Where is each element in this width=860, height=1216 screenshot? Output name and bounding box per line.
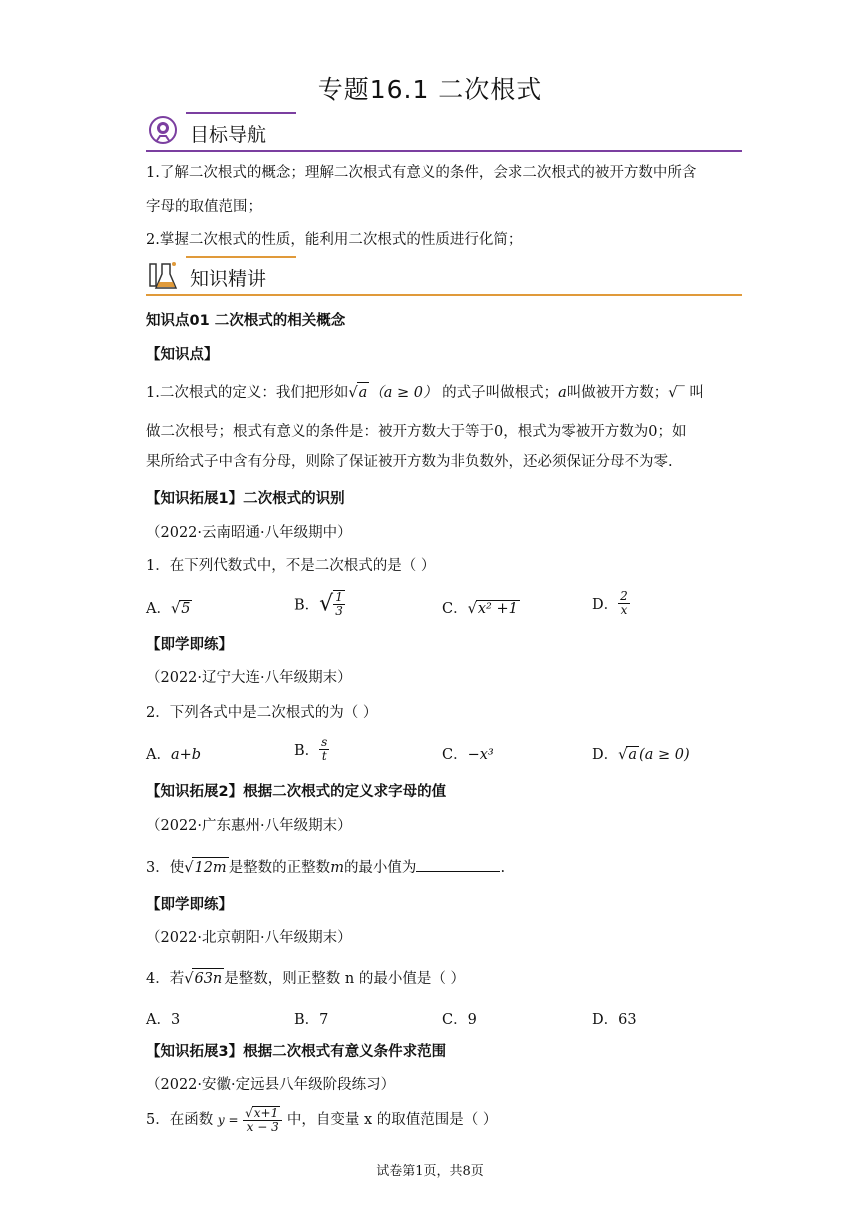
- practice2-option-b: B．7: [294, 1012, 329, 1028]
- page-title: 专题16.1 二次根式: [317, 75, 543, 104]
- ext2-question: 3．使√12m 是整数的正整数m的最小值为 .: [146, 857, 505, 878]
- goals-line-3: 2.掌握二次根式的性质，能利用二次根式的性质进行化简；: [146, 232, 523, 248]
- ext1-option-c: C．√x² +1: [442, 601, 518, 617]
- section-label-goals: 目标导航: [190, 124, 267, 146]
- ext1-question: 1．在下列代数式中，不是二次根式的是（ ）: [146, 558, 436, 574]
- def-sqrt-a: a: [357, 382, 370, 403]
- practice1-heading: 【即学即练】: [146, 637, 233, 653]
- section-label-knowledge: 知识精讲: [190, 268, 267, 290]
- ext1-option-d: D． $\frac{2}{x}$: [592, 589, 628, 617]
- def-text-a: 1.二次根式的定义：我们把形如: [146, 385, 349, 401]
- goals-line-1: 1.了解二次根式的概念；理解二次根式有意义的条件，会求二次根式的被开方数中所含: [146, 165, 697, 181]
- def-text-d: 叫做被开方数；: [566, 385, 669, 401]
- practice2-question: 4．若√63n 是整数，则正整数 n 的最小值是（ ）: [146, 968, 465, 989]
- practice2-source: （2022·北京朝阳·八年级期末）: [146, 930, 352, 946]
- def-text-f: 叫: [689, 385, 704, 401]
- section-header-knowledge: [146, 256, 742, 296]
- practice1-source: （2022·辽宁大连·八年级期末）: [146, 670, 352, 686]
- practice2-heading: 【即学即练】: [146, 897, 233, 913]
- def-condition: （a ≥ 0）: [369, 385, 438, 401]
- kp1-definition-line-1: 1.二次根式的定义：我们把形如√a （a ≥ 0） 的式子叫做根式；a叫做被开方数；√‾ 叫: [146, 382, 704, 403]
- practice2-option-c: C．9: [442, 1012, 477, 1028]
- head-brain-icon: [146, 114, 180, 148]
- ext3-heading: 【知识拓展3】根据二次根式有意义条件求范围: [146, 1044, 447, 1060]
- ext3-source: （2022·安徽·定远县八年级阶段练习）: [146, 1077, 396, 1093]
- kp1-definition-line-3: 果所给式子中含有分母，则除了保证被开方数为非负数外，还必须保证分母不为零.: [146, 454, 673, 470]
- flask-icon: [146, 258, 182, 294]
- practice1-question: 2．下列各式中是二次根式的为（ ）: [146, 705, 378, 721]
- kp1-heading: 知识点01 二次根式的相关概念: [146, 313, 346, 329]
- ext2-source: （2022·广东惠州·八年级期末）: [146, 818, 352, 834]
- practice2-options: [146, 1008, 742, 1032]
- practice1-option-b: B． $\frac{s}{t}$: [294, 735, 328, 763]
- ext1-source: （2022·云南昭通·八年级期中）: [146, 525, 352, 541]
- kp1-subheading: 【知识点】: [146, 347, 219, 363]
- def-var-a: a: [558, 385, 567, 401]
- ext1-option-b: B．√ $\frac{1}{3}$: [294, 590, 343, 618]
- radical-symbol: √‾: [668, 385, 685, 401]
- kp1-definition-line-2: 做二次根号；根式有意义的条件是：被开方数大于等于0，根式为零被开方数为0；如: [146, 424, 687, 440]
- answer-blank: [416, 857, 500, 872]
- goals-line-2: 字母的取值范围；: [146, 199, 262, 215]
- page-footer: 试卷第1页，共8页: [376, 1164, 484, 1179]
- practice2-option-d: D．63: [592, 1012, 637, 1028]
- ext1-option-a: A．√5: [146, 601, 191, 617]
- practice1-option-a: A．a+b: [146, 747, 202, 763]
- def-text-b: 的式子叫做根式；: [442, 385, 559, 401]
- practice1-option-d: D．√a (a ≥ 0): [592, 747, 690, 763]
- section-header-goals: [146, 112, 742, 152]
- ext1-heading: 【知识拓展1】二次根式的识别: [146, 491, 345, 507]
- practice1-options: [146, 734, 742, 774]
- ext2-heading: 【知识拓展2】根据二次根式的定义求字母的值: [146, 784, 447, 800]
- ext1-options: [146, 588, 742, 628]
- practice1-option-c: C．−x³: [442, 747, 494, 763]
- practice2-option-a: A．3: [146, 1012, 181, 1028]
- ext3-question: 5．在函数 y = $\frac{√x+1}{x - 3}$ 中，自变量 x 的取值范围是（ ）: [146, 1106, 498, 1134]
